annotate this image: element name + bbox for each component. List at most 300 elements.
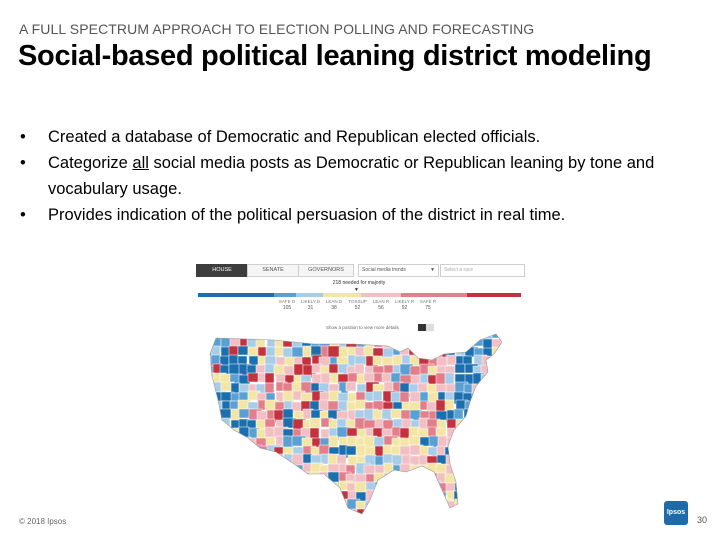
district-cell[interactable] <box>248 483 261 496</box>
district-cell[interactable] <box>283 465 292 475</box>
district-cell[interactable] <box>492 356 506 366</box>
district-cell[interactable] <box>492 330 503 338</box>
district-cell[interactable] <box>238 518 248 522</box>
district-cell[interactable] <box>373 490 383 499</box>
district-cell[interactable] <box>473 456 484 469</box>
district-cell[interactable] <box>248 330 262 339</box>
district-cell[interactable] <box>492 508 501 519</box>
district-cell[interactable] <box>312 518 323 522</box>
district-cell[interactable] <box>418 519 429 522</box>
district-cell[interactable] <box>283 490 292 504</box>
district-cell[interactable] <box>357 518 370 522</box>
district-cell[interactable] <box>419 346 428 356</box>
district-cell[interactable] <box>329 519 342 522</box>
district-cell[interactable] <box>492 427 503 438</box>
district-cell[interactable] <box>483 382 497 393</box>
district-cell[interactable] <box>256 483 265 493</box>
district-cell[interactable] <box>230 500 243 514</box>
district-cell[interactable] <box>212 447 224 461</box>
district-cell[interactable] <box>229 455 242 464</box>
district-cell[interactable] <box>463 483 477 492</box>
district-cell[interactable] <box>319 445 329 455</box>
district-cell[interactable] <box>337 517 348 522</box>
district-cell[interactable] <box>239 508 250 518</box>
district-cell[interactable] <box>310 508 320 518</box>
district-cell[interactable] <box>382 357 394 366</box>
district-cell[interactable] <box>320 508 334 520</box>
district-cell[interactable] <box>492 347 502 358</box>
district-cell[interactable] <box>472 490 484 504</box>
district-cell[interactable] <box>302 357 311 366</box>
district-cell[interactable] <box>222 481 235 495</box>
district-cell[interactable] <box>473 418 485 428</box>
district-cell[interactable] <box>347 428 358 437</box>
district-cell[interactable] <box>257 465 271 477</box>
district-cell[interactable] <box>499 436 511 448</box>
district-cell[interactable] <box>481 456 491 466</box>
tab-house[interactable]: HOUSE <box>196 264 248 277</box>
district-cell[interactable] <box>474 400 488 412</box>
district-cell[interactable] <box>392 472 402 483</box>
district-cell[interactable] <box>283 518 295 522</box>
us-district-map[interactable] <box>204 330 518 522</box>
district-cell[interactable] <box>293 490 302 502</box>
district-cell[interactable] <box>392 501 404 510</box>
district-cell[interactable] <box>204 446 213 456</box>
district-cell[interactable] <box>409 347 418 356</box>
district-cell[interactable] <box>204 437 217 449</box>
district-cell[interactable] <box>474 472 483 481</box>
district-cell[interactable] <box>472 437 484 451</box>
district-cell[interactable] <box>303 346 312 357</box>
district-cell[interactable] <box>454 472 467 481</box>
district-cell[interactable] <box>303 501 314 510</box>
district-cell[interactable] <box>464 384 473 393</box>
district-cell[interactable] <box>454 510 465 522</box>
district-cell[interactable] <box>382 508 394 522</box>
district-cell[interactable] <box>463 330 473 341</box>
district-cell[interactable] <box>508 500 518 511</box>
district-cell[interactable] <box>392 330 405 343</box>
district-cell[interactable] <box>330 500 342 512</box>
district-cell[interactable] <box>303 330 312 340</box>
district-cell[interactable] <box>330 491 343 502</box>
district-cell[interactable] <box>482 499 496 509</box>
district-cell[interactable] <box>402 490 414 503</box>
district-cell[interactable] <box>221 428 230 439</box>
district-cell[interactable] <box>339 330 353 343</box>
district-cell[interactable] <box>284 481 295 494</box>
district-cell[interactable] <box>472 330 481 338</box>
district-cell[interactable] <box>392 481 406 495</box>
district-cell[interactable] <box>455 337 465 349</box>
district-cell[interactable] <box>320 490 331 503</box>
district-cell[interactable] <box>328 510 340 522</box>
district-cell[interactable] <box>463 454 477 464</box>
district-cell[interactable] <box>490 499 501 510</box>
district-cell[interactable] <box>311 447 320 456</box>
district-cell[interactable] <box>265 483 278 492</box>
district-cell[interactable] <box>454 445 464 454</box>
district-cell[interactable] <box>481 401 493 414</box>
district-cell[interactable] <box>446 508 460 522</box>
district-cell[interactable] <box>213 427 225 436</box>
district-cell[interactable] <box>293 510 307 522</box>
district-cell[interactable] <box>312 501 325 515</box>
district-cell[interactable] <box>465 472 478 481</box>
district-cell[interactable] <box>402 474 414 484</box>
district-cell[interactable] <box>481 409 493 418</box>
district-cell[interactable] <box>204 465 217 479</box>
district-cell[interactable] <box>401 509 411 519</box>
district-cell[interactable] <box>490 455 504 469</box>
district-cell[interactable] <box>482 482 492 493</box>
district-cell[interactable] <box>303 490 313 504</box>
district-cell[interactable] <box>500 427 514 436</box>
district-cell[interactable] <box>328 482 338 496</box>
district-cell[interactable] <box>265 330 277 340</box>
district-cell[interactable] <box>482 508 496 518</box>
district-cell[interactable] <box>230 490 240 501</box>
view-select[interactable] <box>358 264 439 277</box>
district-cell[interactable] <box>220 490 232 501</box>
district-cell[interactable] <box>292 330 304 338</box>
district-cell[interactable] <box>409 491 420 504</box>
district-cell[interactable] <box>284 501 298 514</box>
district-cell[interactable] <box>465 401 479 410</box>
district-cell[interactable] <box>429 330 439 338</box>
district-cell[interactable] <box>294 482 304 495</box>
district-cell[interactable] <box>249 509 259 520</box>
district-cell[interactable] <box>400 481 414 491</box>
district-cell[interactable] <box>491 519 503 522</box>
district-cell[interactable] <box>481 519 493 522</box>
district-cell[interactable] <box>508 483 517 495</box>
district-cell[interactable] <box>509 346 518 359</box>
district-cell[interactable] <box>481 428 495 437</box>
district-cell[interactable] <box>391 373 401 383</box>
district-cell[interactable] <box>409 472 418 486</box>
district-cell[interactable] <box>464 465 476 477</box>
district-cell[interactable] <box>447 437 458 448</box>
district-cell[interactable] <box>310 491 323 500</box>
district-cell[interactable] <box>465 518 479 522</box>
district-cell[interactable] <box>346 382 356 391</box>
district-cell[interactable] <box>265 419 275 428</box>
district-cell[interactable] <box>492 437 501 449</box>
district-cell[interactable] <box>221 438 231 450</box>
district-cell[interactable] <box>509 338 518 347</box>
district-cell[interactable] <box>409 436 420 445</box>
district-cell[interactable] <box>220 519 229 522</box>
district-cell[interactable] <box>436 508 445 520</box>
district-cell[interactable] <box>238 346 248 355</box>
district-cell[interactable] <box>213 473 222 482</box>
district-cell[interactable] <box>481 446 495 458</box>
district-cell[interactable] <box>355 330 368 343</box>
district-cell[interactable] <box>265 501 275 514</box>
district-cell[interactable] <box>500 465 512 479</box>
district-cell[interactable] <box>455 364 465 373</box>
district-cell[interactable] <box>482 463 494 473</box>
district-cell[interactable] <box>420 509 430 518</box>
district-cell[interactable] <box>410 510 419 522</box>
district-cell[interactable] <box>373 518 386 522</box>
district-cell[interactable] <box>365 519 378 522</box>
district-cell[interactable] <box>204 472 213 482</box>
district-cell[interactable] <box>256 519 269 522</box>
district-cell[interactable] <box>500 330 514 343</box>
district-cell[interactable] <box>275 464 287 473</box>
district-cell[interactable] <box>392 510 402 522</box>
district-cell[interactable] <box>445 330 456 341</box>
district-cell[interactable] <box>240 490 253 501</box>
district-cell[interactable] <box>411 499 420 508</box>
district-cell[interactable] <box>321 501 331 513</box>
district-cell[interactable] <box>508 420 518 434</box>
district-cell[interactable] <box>499 366 508 380</box>
district-cell[interactable] <box>472 501 486 514</box>
district-cell[interactable] <box>220 472 231 482</box>
district-cell[interactable] <box>490 410 503 419</box>
district-cell[interactable] <box>438 338 449 352</box>
district-cell[interactable] <box>276 481 289 490</box>
district-cell[interactable] <box>319 482 332 492</box>
district-cell[interactable] <box>501 454 511 468</box>
district-cell[interactable] <box>231 464 244 476</box>
district-cell[interactable] <box>501 446 515 460</box>
district-cell[interactable] <box>508 490 518 499</box>
district-cell[interactable] <box>501 419 513 428</box>
district-cell[interactable] <box>492 420 506 430</box>
district-cell[interactable] <box>258 510 271 519</box>
district-cell[interactable] <box>231 437 243 447</box>
district-cell[interactable] <box>240 455 253 467</box>
district-cell[interactable] <box>500 393 511 404</box>
district-cell[interactable] <box>483 393 492 402</box>
district-cell[interactable] <box>510 330 518 341</box>
district-cell[interactable] <box>456 456 469 468</box>
district-cell[interactable] <box>492 392 501 401</box>
district-cell[interactable] <box>382 483 391 496</box>
district-cell[interactable] <box>355 356 367 365</box>
district-cell[interactable] <box>463 337 475 348</box>
district-cell[interactable] <box>240 464 252 476</box>
district-cell[interactable] <box>319 400 329 411</box>
district-cell[interactable] <box>501 473 515 484</box>
district-cell[interactable] <box>373 356 382 365</box>
district-cell[interactable] <box>428 500 437 513</box>
district-cell[interactable] <box>374 473 385 482</box>
district-cell[interactable] <box>301 518 314 522</box>
district-cell[interactable] <box>365 330 376 340</box>
district-cell[interactable] <box>501 492 514 505</box>
district-cell[interactable] <box>455 438 466 449</box>
district-cell[interactable] <box>266 473 280 482</box>
district-cell[interactable] <box>491 366 502 380</box>
district-cell[interactable] <box>239 481 248 492</box>
district-cell[interactable] <box>275 474 287 486</box>
district-cell[interactable] <box>490 465 500 474</box>
district-cell[interactable] <box>411 339 420 350</box>
district-cell[interactable] <box>499 508 508 522</box>
district-cell[interactable] <box>501 337 514 349</box>
district-cell[interactable] <box>310 428 319 439</box>
district-cell[interactable] <box>231 518 245 522</box>
district-cell[interactable] <box>402 517 412 522</box>
district-cell[interactable] <box>474 481 484 493</box>
district-cell[interactable] <box>419 418 428 429</box>
district-cell[interactable] <box>302 509 311 520</box>
district-cell[interactable] <box>418 482 427 493</box>
district-cell[interactable] <box>473 508 482 518</box>
race-search-input[interactable]: Select a race <box>440 264 525 277</box>
district-cell[interactable] <box>204 501 211 512</box>
district-cell[interactable] <box>472 410 481 419</box>
district-cell[interactable] <box>337 455 346 465</box>
district-cell[interactable] <box>231 472 241 482</box>
district-cell[interactable] <box>311 330 321 340</box>
district-cell[interactable] <box>204 509 214 520</box>
district-cell[interactable] <box>456 419 470 430</box>
district-cell[interactable] <box>276 330 287 337</box>
district-cell[interactable] <box>428 509 438 522</box>
district-cell[interactable] <box>508 508 518 518</box>
district-cell[interactable] <box>465 509 478 520</box>
district-cell[interactable] <box>464 491 475 500</box>
district-cell[interactable] <box>400 330 413 338</box>
district-cell[interactable] <box>274 501 284 513</box>
district-cell[interactable] <box>373 391 382 401</box>
district-cell[interactable] <box>267 464 277 473</box>
district-cell[interactable] <box>364 510 376 521</box>
district-cell[interactable] <box>265 456 278 469</box>
district-cell[interactable] <box>256 455 269 466</box>
district-cell[interactable] <box>247 472 261 484</box>
district-cell[interactable] <box>213 509 226 522</box>
district-cell[interactable] <box>204 429 213 438</box>
district-cell[interactable] <box>454 463 468 473</box>
district-cell[interactable] <box>284 330 295 339</box>
district-cell[interactable] <box>211 463 225 476</box>
district-cell[interactable] <box>473 429 486 441</box>
district-cell[interactable] <box>393 519 404 522</box>
district-cell[interactable] <box>258 330 268 339</box>
district-cell[interactable] <box>229 483 242 495</box>
district-cell[interactable] <box>482 438 494 451</box>
district-cell[interactable] <box>265 383 274 393</box>
district-cell[interactable] <box>465 427 479 441</box>
district-cell[interactable] <box>283 472 292 481</box>
district-cell[interactable] <box>220 499 232 508</box>
district-cell[interactable] <box>445 338 454 349</box>
district-cell[interactable] <box>212 455 223 465</box>
district-cell[interactable] <box>240 499 251 511</box>
district-cell[interactable] <box>436 330 445 341</box>
district-cell[interactable] <box>490 401 499 414</box>
district-cell[interactable] <box>294 474 306 488</box>
district-cell[interactable] <box>427 337 438 347</box>
district-cell[interactable] <box>419 337 430 351</box>
district-cell[interactable] <box>501 518 514 522</box>
district-cell[interactable] <box>464 501 475 511</box>
district-cell[interactable] <box>283 391 294 402</box>
district-cell[interactable] <box>355 410 365 419</box>
district-cell[interactable] <box>510 383 518 393</box>
district-cell[interactable] <box>373 500 384 511</box>
tab-senate[interactable]: SENATE <box>247 264 299 277</box>
district-cell[interactable] <box>428 491 440 503</box>
district-cell[interactable] <box>411 330 423 341</box>
district-cell[interactable] <box>265 373 274 383</box>
district-cell[interactable] <box>499 501 511 515</box>
district-cell[interactable] <box>500 383 509 392</box>
district-cell[interactable] <box>409 519 421 522</box>
district-cell[interactable] <box>499 411 512 425</box>
district-cell[interactable] <box>383 492 396 505</box>
district-cell[interactable] <box>240 445 252 458</box>
district-cell[interactable] <box>294 518 304 522</box>
district-cell[interactable] <box>420 472 434 481</box>
district-cell[interactable] <box>204 391 213 401</box>
district-cell[interactable] <box>213 492 226 501</box>
district-cell[interactable] <box>509 355 518 365</box>
district-cell[interactable] <box>501 348 513 358</box>
district-cell[interactable] <box>211 420 222 431</box>
district-cell[interactable] <box>454 517 465 522</box>
district-cell[interactable] <box>382 330 395 342</box>
district-cell[interactable] <box>275 518 286 522</box>
district-cell[interactable] <box>420 500 431 514</box>
district-cell[interactable] <box>392 339 404 348</box>
district-cell[interactable] <box>510 366 518 376</box>
district-cell[interactable] <box>220 456 234 470</box>
district-cell[interactable] <box>427 473 438 485</box>
district-cell[interactable] <box>240 474 251 487</box>
district-cell[interactable] <box>463 356 472 365</box>
district-cell[interactable] <box>508 446 518 457</box>
district-cell[interactable] <box>483 492 495 505</box>
district-cell[interactable] <box>463 438 473 451</box>
district-cell[interactable] <box>500 483 512 494</box>
district-cell[interactable] <box>463 445 472 458</box>
district-cell[interactable] <box>474 446 488 456</box>
district-cell[interactable] <box>249 492 262 501</box>
district-cell[interactable] <box>248 519 262 522</box>
district-cell[interactable] <box>213 436 223 447</box>
district-cell[interactable] <box>427 519 436 522</box>
district-cell[interactable] <box>204 402 212 413</box>
district-cell[interactable] <box>204 409 212 423</box>
district-cell[interactable] <box>346 518 358 522</box>
district-cell[interactable] <box>258 491 271 502</box>
district-cell[interactable] <box>374 330 385 343</box>
district-cell[interactable] <box>347 483 356 492</box>
district-cell[interactable] <box>231 510 240 522</box>
district-cell[interactable] <box>319 330 330 339</box>
district-cell[interactable] <box>375 508 386 522</box>
district-cell[interactable] <box>509 436 518 449</box>
district-cell[interactable] <box>510 464 518 478</box>
district-cell[interactable] <box>330 330 339 340</box>
district-cell[interactable] <box>419 330 428 338</box>
district-cell[interactable] <box>230 330 243 338</box>
district-cell[interactable] <box>329 436 338 447</box>
district-cell[interactable] <box>490 447 499 458</box>
district-cell[interactable] <box>382 518 394 522</box>
district-cell[interactable] <box>211 483 221 495</box>
district-cell[interactable] <box>249 463 260 472</box>
